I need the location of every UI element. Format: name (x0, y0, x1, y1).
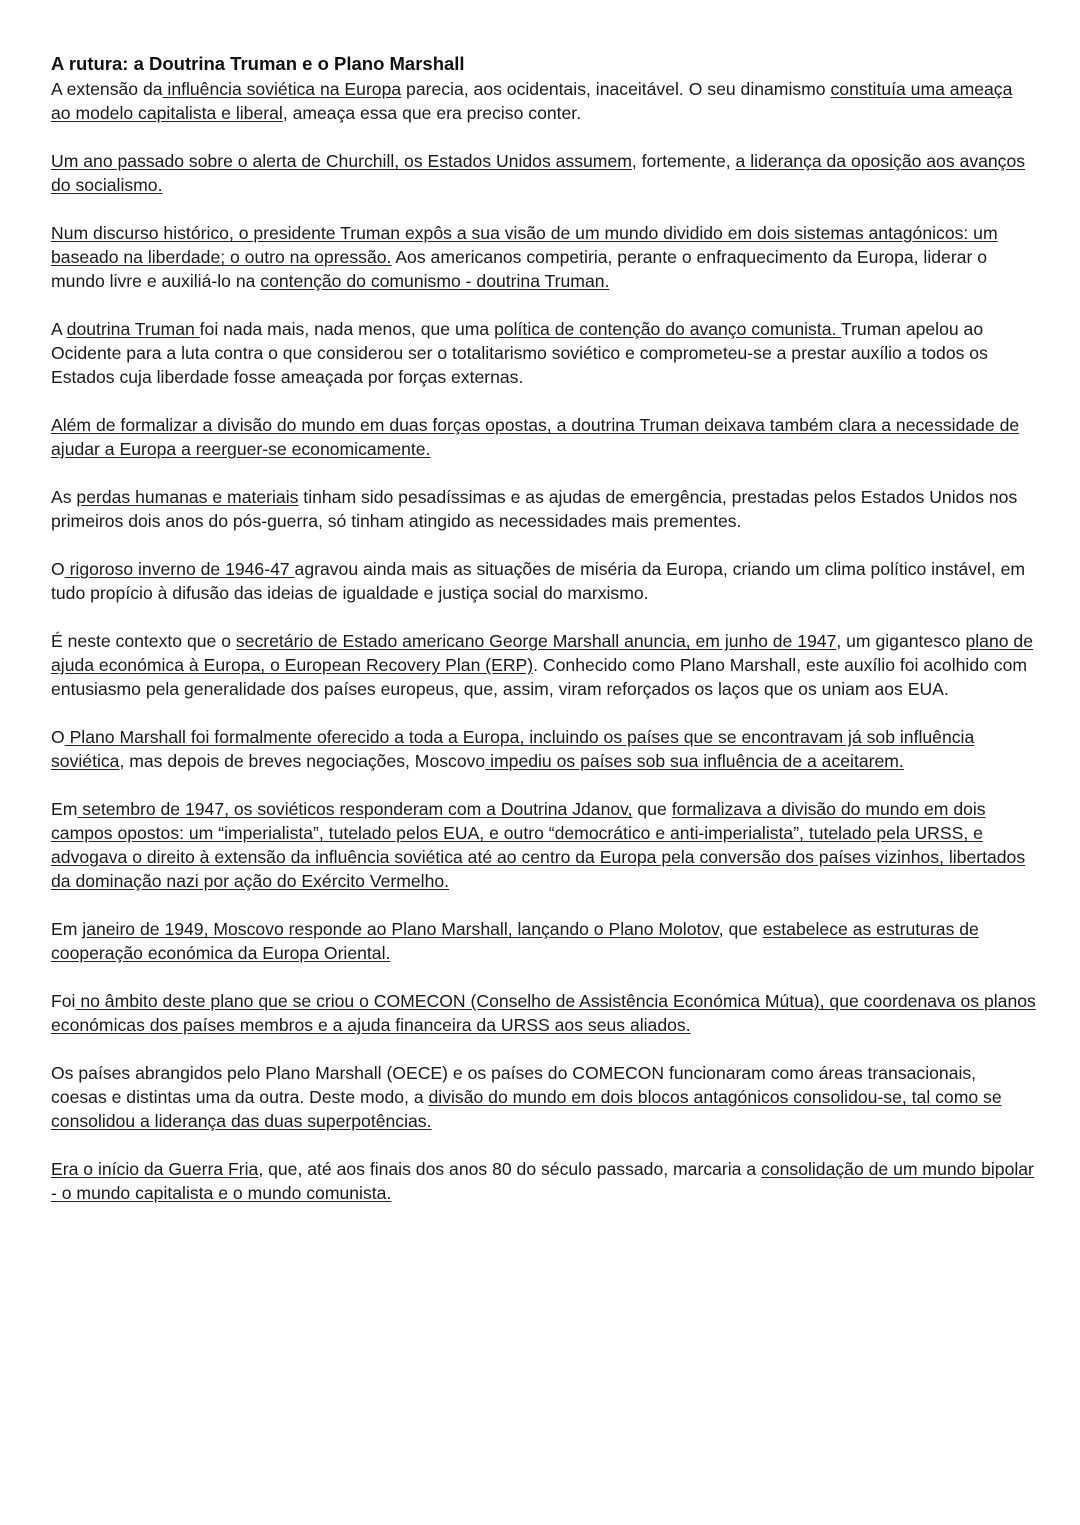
underlined-text: no âmbito deste plano que se criou o COMECON (Conselho de Assistência Económica Mútua), que coordenava os planos económicas dos países membros e a ajuda financeira da URSS aos seus aliados. (51, 991, 1036, 1035)
underlined-text: Além de formalizar a divisão do mundo em duas forças opostas, a doutrina Truman deixava também clara a necessidade de ajudar a Europa a reerguer-se economicamente. (51, 415, 1020, 459)
text-segment: É neste contexto que o (51, 631, 236, 651)
underlined-text: janeiro de 1949, Moscovo responde ao Plano Marshall, lançando o Plano Molotov (82, 919, 719, 939)
text-segment: Em (51, 919, 83, 939)
paragraph-12 (51, 989, 1036, 1037)
underlined-text: impediu os países sob sua influência de a aceitarem. (485, 751, 904, 771)
paragraph-7 (51, 557, 1036, 605)
text-segment: parecia, aos ocidentais, inaceitável. O seu dinamismo (401, 79, 831, 99)
text-segment: , ameaça essa que era preciso conter. (282, 103, 582, 123)
text-segment: foi nada mais, nada menos, que uma (199, 319, 495, 339)
paragraph-1 (51, 77, 1036, 125)
text-segment: , que, até aos finais dos anos 80 do século passado, marcaria a (258, 1159, 762, 1179)
underlined-text: plano de ajuda económica à Europa, o European Recovery Plan (ERP) (51, 631, 1033, 675)
text-segment: A (51, 319, 67, 339)
text-segment: O (51, 559, 65, 579)
document-title: A rutura: a Doutrina Truman e o Plano Marshall (51, 53, 465, 74)
paragraph-4 (51, 317, 1036, 389)
underlined-text: estabelece as estruturas de cooperação económica da Europa Oriental. (51, 919, 979, 963)
paragraph-10 (51, 797, 1036, 893)
text-segment: , mas depois de breves negociações, Moscovo (119, 751, 486, 771)
text-segment: Truman apelou ao Ocidente para a luta contra o que considerou ser o totalitarismo soviético e comprometeu-se a prestar auxílio a todos os Estados cuja liberdade fosse ameaçada por forças externas. (51, 319, 988, 387)
text-segment: Os países abrangidos pelo Plano Marshall (OECE) e os países do COMECON funcionaram como áreas transacionais, coesas e distintas uma da outra. Deste modo, a (51, 1063, 977, 1107)
text-segment: , fortemente, (631, 151, 736, 171)
text-segment: O (51, 727, 65, 747)
underlined-text: rigoroso inverno de 1946-47 (64, 559, 295, 579)
text-segment: , que (718, 919, 763, 939)
underlined-text: perdas humanas e materiais (76, 487, 299, 507)
underlined-text: Era o início da Guerra Fria (51, 1159, 259, 1179)
text-segment: Em (51, 799, 78, 819)
paragraph-6 (51, 485, 1036, 533)
underlined-text: Num discurso histórico, o presidente Truman expôs a sua visão de um mundo dividido em dois sistemas antagónicos: um baseado na liberdade; o outro na opressão. (51, 223, 998, 267)
text-segment: A extensão da (51, 79, 163, 99)
underlined-text: divisão do mundo em dois blocos antagónicos consolidou-se, tal como se consolidou a liderança das duas superpotências. (51, 1087, 1002, 1131)
document-body (51, 77, 1036, 1205)
paragraph-8 (51, 629, 1036, 701)
text-segment: As (51, 487, 77, 507)
paragraph-2 (51, 149, 1036, 197)
paragraph-3 (51, 221, 1036, 293)
text-segment: tinham sido pesadíssimas e as ajudas de emergência, prestadas pelos Estados Unidos nos primeiros dois anos do pós-guerra, só tinham atingido as necessidades mais prementes. (51, 487, 1018, 531)
underlined-text: constituía uma ameaça ao modelo capitalista e liberal (51, 79, 1013, 123)
paragraph-5 (51, 413, 1036, 461)
paragraph-11 (51, 917, 1036, 965)
underlined-text: Plano Marshall foi formalmente oferecido a toda a Europa, incluindo os países que se encontravam já sob influência soviética (51, 727, 975, 771)
paragraph-9 (51, 725, 1036, 773)
paragraph-14 (51, 1157, 1036, 1205)
underlined-text: influência soviética na Europa (162, 79, 402, 99)
paragraph-13 (51, 1061, 1036, 1133)
text-segment: agravou ainda mais as situações de miséria da Europa, criando um clima político instável, em tudo propício à difusão das ideias de igualdade e justiça social do marxismo. (51, 559, 1026, 603)
underlined-text: consolidação de um mundo bipolar - o mundo capitalista e o mundo comunista. (51, 1159, 1034, 1203)
underlined-text: política de contenção do avanço comunista. (494, 319, 841, 339)
text-segment: , um gigantesco (836, 631, 966, 651)
text-segment: Aos americanos competiria, perante o enfraquecimento da Europa, liderar o mundo livre e auxiliá-lo na (51, 247, 987, 291)
text-segment: que (632, 799, 672, 819)
underlined-text: setembro de 1947, os soviéticos responderam com a Doutrina Jdanov, (77, 799, 633, 819)
text-segment: Foi (51, 991, 76, 1011)
text-segment: . Conhecido como Plano Marshall, este auxílio foi acolhido com entusiasmo pela generalidade dos países europeus, que, assim, viram reforçados os laços que os uniam aos EUA. (51, 655, 1028, 699)
underlined-text: contenção do comunismo - doutrina Truman. (260, 271, 610, 291)
underlined-text: a liderança da oposição aos avanços do socialismo. (51, 151, 1026, 195)
underlined-text: formalizava a divisão do mundo em dois campos opostos: um “imperialista”, tutelado pelos EUA, e outro “democrático e anti-imperialista”, tutelado pela URSS, e advogava o direito à extensão da influência soviética até ao centro da Europa pela conversão dos países vizinhos, libertados da dominação nazi por ação do Exército Vermelho. (51, 799, 1026, 891)
underlined-text: secretário de Estado americano George Marshall anuncia, em junho de 1947 (235, 631, 837, 651)
underlined-text: Um ano passado sobre o alerta de Churchill, os Estados Unidos assumem (51, 151, 632, 171)
underlined-text: doutrina Truman (66, 319, 200, 339)
